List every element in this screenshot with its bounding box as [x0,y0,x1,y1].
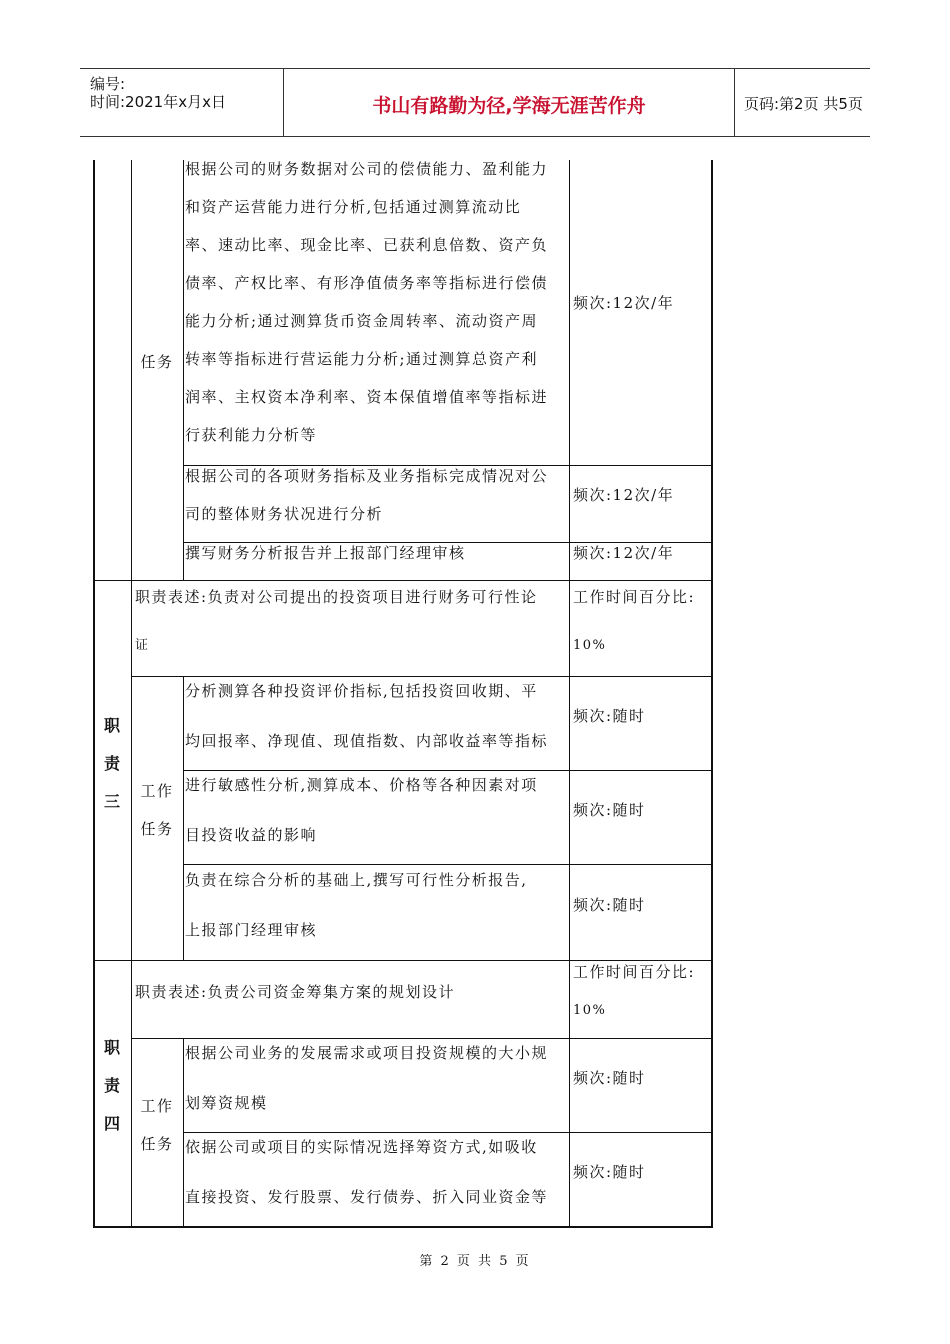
task-line: 根据公司的财务数据对公司的偿债能力、盈利能力 [185,160,549,178]
duty-label-char: 四 [103,1114,120,1133]
duty-label-char: 三 [103,792,120,811]
task-line: 直接投资、发行股票、发行债券、折入同业资金等 [185,1188,549,1206]
work-time-value: 10% [573,1003,607,1018]
task-line: 根据公司的各项财务指标及业务指标完成情况对公 [185,467,549,485]
task-line: 债率、产权比率、有形净值债务率等指标进行偿债 [185,274,549,292]
task-line: 进行敏感性分析,测算成本、价格等各种因素对项 [185,776,538,794]
page-footer: 第 2 页 共 5 页 [419,1254,531,1269]
frequency: 频次:随时 [573,896,646,914]
duty-label-char: 职 [103,1038,120,1057]
task-line: 行获利能力分析等 [185,426,318,444]
duty-label-char: 责 [103,754,120,773]
task-line: 根据公司业务的发展需求或项目投资规模的大小规 [185,1044,549,1062]
work-time-label: 工作时间百分比: [573,963,696,981]
header-motto-cell [283,69,735,136]
duty-description: 职责表述:负责对公司提出的投资项目进行财务可行性论 [135,588,538,606]
task-line: 司的整体财务状况进行分析 [185,505,384,523]
work-task-label: 任务 [140,820,174,838]
work-task-label: 工作 [140,1097,174,1115]
task-line: 润率、主权资本净利率、资本保值增值率等指标进 [185,388,549,406]
frequency: 频次:12次/年 [573,294,675,312]
task-line: 分析测算各种投资评价指标,包括投资回收期、平 [185,682,538,700]
code-label: 编号: [90,75,126,93]
task-line: 和资产运营能力进行分析,包括通过测算流动比 [185,198,522,216]
page-label: 页码:第2页 共5页 [744,95,863,113]
work-task-label: 任务 [140,1135,174,1153]
task-line: 转率等指标进行营运能力分析;通过测算总资产利 [185,350,539,368]
duty-description: 职责表述:负责公司资金筹集方案的规划设计 [135,983,456,1001]
frequency: 频次:随时 [573,1163,646,1181]
duty-table [93,160,713,1228]
date-label: 时间:2021年x月x日 [90,93,226,111]
frequency: 频次:12次/年 [573,486,675,504]
duty-label-char: 职 [103,716,120,735]
task-line: 划筹资规模 [185,1094,268,1112]
task-line: 率、速动比率、现金比率、已获利息倍数、资产负 [185,236,549,254]
work-time-label: 工作时间百分比: [573,588,696,606]
header-info-cell [80,69,283,136]
work-time-value: 10% [573,638,607,653]
task-line: 目投资收益的影响 [185,826,318,844]
header-page-cell [734,69,870,136]
task-line: 撰写财务分析报告并上报部门经理审核 [185,544,466,562]
frequency: 频次:12次/年 [573,544,675,562]
task-line: 能力分析;通过测算货币资金周转率、流动资产周 [185,312,539,330]
frequency: 频次:随时 [573,707,646,725]
motto: 书山有路勤为径,学海无涯苦作舟 [372,95,646,117]
frequency: 频次:随时 [573,1069,646,1087]
task-line: 依据公司或项目的实际情况选择筹资方式,如吸收 [185,1138,538,1156]
document-header [80,68,870,137]
task-line: 负责在综合分析的基础上,撰写可行性分析报告, [185,871,528,889]
frequency: 频次:随时 [573,801,646,819]
task-line: 均回报率、净现值、现值指数、内部收益率等指标 [185,732,549,750]
work-task-label: 工作 [140,782,174,800]
task-label: 任务 [140,353,174,371]
task-line: 上报部门经理审核 [185,921,318,939]
duty-description: 证 [135,638,150,653]
duty-label-char: 责 [103,1076,120,1095]
